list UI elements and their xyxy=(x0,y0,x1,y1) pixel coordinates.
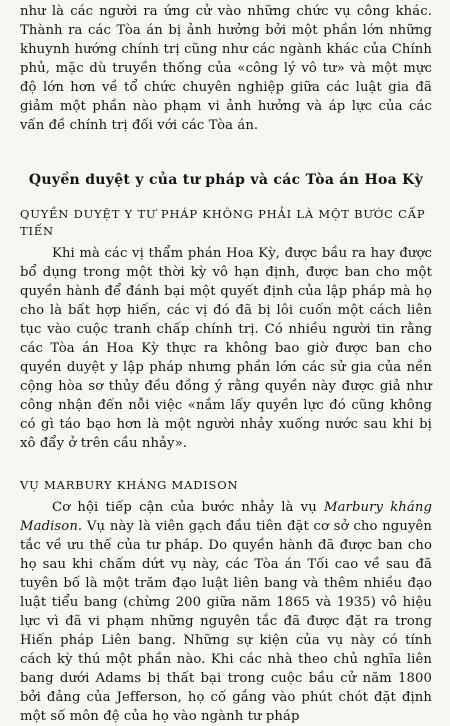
section-title: Quyền duyệt y của tư pháp và các Tòa án Hoa Kỳ xyxy=(28,172,424,188)
intro-paragraph: như là các người ra ứng cử vào những chức vụ công khác. Thành ra các Tòa án bị ảnh hưởng bởi một phần lớn những khuynh hướng chính trị cũng như các ngành khác của Chính phủ, mặc dù truyền thống của «công lý vô tư» và một mực độ lớn hơn về tổ chức chuyên nghiệp giữa các luật gia đã giảm một phần nào phạm vi ảnh hưởng và áp lực của các vấn đề chính trị đối với các Tòa án. xyxy=(20,4,432,133)
marbury-text-after: Vụ này là viên gạch đầu tiên đặt cơ sở cho nguyên tắc về ưu thế của tư pháp. Do quyền hành đã được ban cho họ sau khi chấm dứt vụ này, các Tòa án Tối cao về sau đã tuyên bố là một trăm đạo luật liên bang và thêm nhiều đạo luật tiểu bang (chừng 200 giữa năm 1865 và 1935) vô hiệu lực vì đã vi phạm những nguyên tắc đã được đặt ra trong Hiến pháp Liên bang. Những sự kiện của vụ này có tính cách kỳ thú một phần nào. Khi các nhà theo chủ nghĩa liên bang dưới Adams bị thất bại trong cuộc bầu cử năm 1800 bởi đảng của Jefferson, họ cố gắng vào phút chót đặt định một số môn đệ của họ vào ngành tư pháp xyxy=(20,519,432,724)
marbury-case-name: Marbury kháng Madison. xyxy=(20,500,432,534)
marbury-text-before: Cơ hội tiếp cận của bước nhảy là vụ xyxy=(52,500,324,515)
marbury-paragraph xyxy=(20,498,432,726)
subsection-heading-marbury: VỤ MARBURY KHÁNG MADISON xyxy=(20,478,239,492)
judicial-review-paragraph: Khi mà các vị thẩm phán Hoa Kỳ, được bầu ra hay được bổ dụng trong một thời kỳ vô hạn định, được ban cho một quyền hành để đánh bại một quyết định của lập pháp mà họ cho là bất hợp hiến, các vị đó đã bị lôi cuốn một cách liên tục vào cuộc tranh chấp chính trị. Có nhiều người tin rằng các Tòa án Hoa Kỳ thực ra không bao giờ được ban cho quyền duyệt y lập pháp nhưng phần lớn các sử gia của nền cộng hòa sơ thủy đều đồng ý rằng quyền này được giả như công nhận đến nỗi việc «nắm lấy quyền lực đó cũng không có gì táo bạo hơn là một người nhảy xuống nước sau khi bị xô đẩy ở trên cầu nhảy». xyxy=(20,246,432,451)
subsection-heading-judicial-review: QUYỀN DUYỆT Y TƯ PHÁP KHÔNG PHẢI LÀ MỘT BƯỚC CẤP TIẾN xyxy=(20,207,426,238)
